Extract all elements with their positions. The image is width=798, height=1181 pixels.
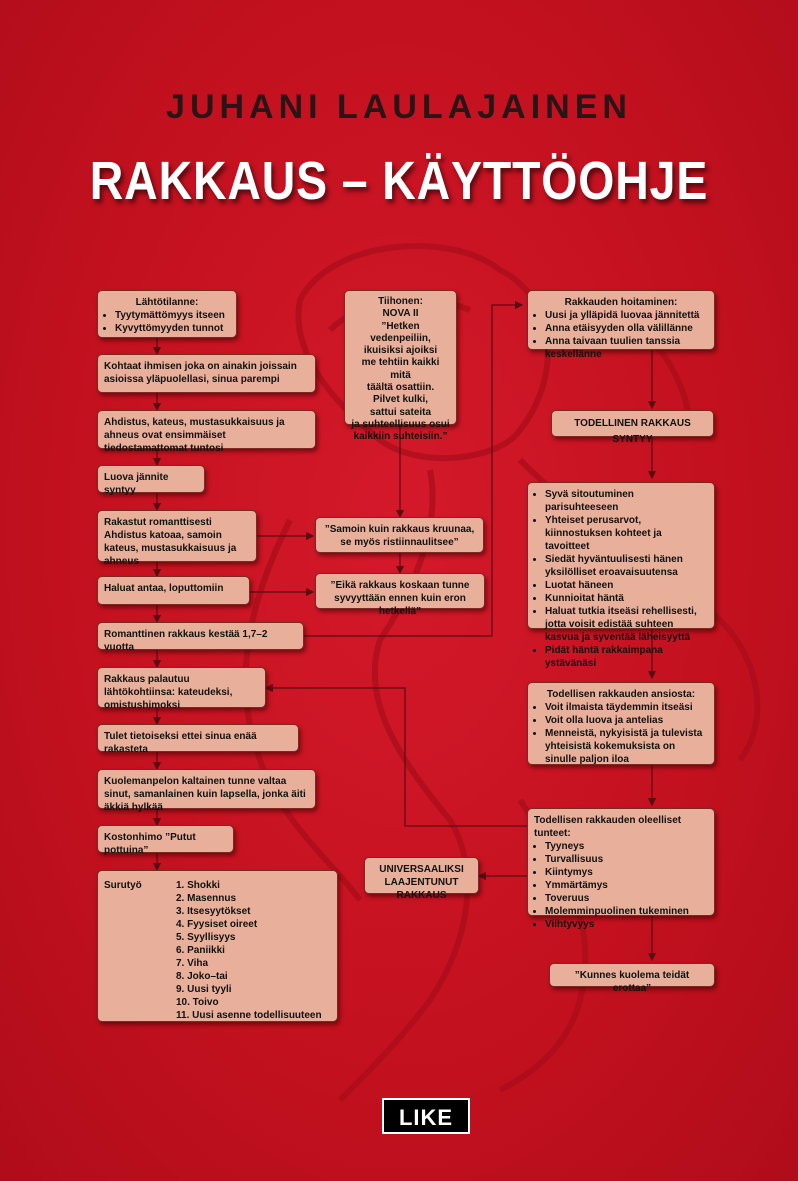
true-love-born-box: TODELLINEN RAKKAUS SYNTYY	[551, 410, 714, 437]
trait-item: • Siedät hyväntuulisesti hänen yksilölliset eroavaisuutensa	[545, 553, 708, 579]
publisher-logo: LIKE	[382, 1098, 470, 1134]
true-love-merits-box	[527, 682, 715, 765]
trait-item: • Haluat tutkia itseäsi rehellisesti, jotta voisit edistää suhteen kasvua ja syventää läheisyyttä	[545, 605, 708, 644]
trait-item: • Luotat häneen	[545, 579, 708, 592]
grief-step: 3. Itsesyytökset	[176, 906, 251, 917]
start-situation-box	[97, 290, 237, 338]
tension-box: Luova jännite syntyy	[97, 465, 205, 493]
care-box	[527, 290, 715, 360]
quote-line: Pilvet kulki,	[372, 394, 429, 406]
trait-item: • Kunnioitat häntä	[545, 592, 708, 605]
feelings-heading: Todellisen rakkauden oleelliset tunteet:	[534, 815, 682, 839]
grief-box	[97, 870, 338, 1022]
revenge-box: Kostonhimo ”Putut pottuina”	[97, 825, 234, 853]
grief-label: Surutyö	[104, 880, 142, 891]
quote-line: ”Hetken vedenpeiliin,	[370, 320, 431, 344]
depth-quote-box: ”Eikä rakkaus koskaan tunne syvyyttään ennen kuin eron hetkellä”	[315, 573, 485, 609]
quote-line: Tiihonen:	[378, 296, 423, 307]
returns-box: Rakkaus palautuu lähtökohtiinsa: kateudeksi, omistushimoksi	[97, 667, 266, 708]
care-item: • Uusi ja ylläpidä luovaa jännitettä	[545, 309, 708, 322]
feeling-item: • Molemminpuolinen tukeminen	[545, 905, 708, 918]
trait-item: • Pidät häntä rakkaimpana ystävänäsi	[545, 644, 708, 670]
start-heading: Lähtötilanne:	[135, 297, 199, 308]
death-feeling-box: Kuolemanpelon kaltainen tunne valtaa sinut, samanlainen kuin lapsella, jonka äiti äkkiä hylkää	[97, 769, 316, 809]
merits-heading: Todellisen rakkauden ansiosta:	[546, 689, 696, 700]
quote-line: ja suhteellisuus osui	[351, 418, 450, 430]
crown-quote-box: ”Samoin kuin rakkaus kruunaa, se myös ristiinnaulitsee”	[315, 517, 484, 553]
merit-item: • Voit olla luova ja antelias	[545, 714, 708, 727]
trait-item: • Yhteiset perusarvot, kiinnostuksen kohteet ja tavoitteet	[545, 514, 708, 553]
feeling-item: • Tyyneys	[545, 840, 708, 853]
merit-item: • Voit ilmaista täydemmin itseäsi	[545, 701, 708, 714]
care-item: • Anna taivaan tuulien tanssia keskellänne	[545, 335, 708, 361]
grief-step: 7. Viha	[176, 958, 209, 969]
grief-step: 10. Toivo	[176, 997, 219, 1008]
feeling-item: • Viihtyvyys	[545, 918, 708, 931]
grief-step: 1. Shokki	[176, 880, 220, 891]
grief-step: 4. Fyysiset oireet	[176, 919, 258, 930]
romantic-lasts-box: Romanttinen rakkaus kestää 1,7–2 vuotta	[97, 622, 304, 650]
quote-line: ikuisiksi ajoiksi	[363, 345, 438, 357]
start-item: • Tyytymättömyys itseen	[115, 309, 230, 322]
author-name: JUHANI LAULAJAINEN	[166, 88, 632, 126]
grief-step: 11. Uusi asenne todellisuuteen	[176, 1010, 322, 1021]
grief-step: 9. Uusi tyyli	[176, 984, 232, 995]
quote-line: täältä osattiin.	[366, 382, 435, 394]
feeling-item: • Turvallisuus	[545, 853, 708, 866]
book-title: RAKKAUS – KÄYTTÖOHJE	[89, 151, 709, 211]
grief-step: 8. Joko–tai	[176, 971, 228, 982]
in-love-box: Rakastut romanttisesti Ahdistus katoaa, samoin kateus, mustasukkaisuus ja ahneus	[97, 510, 257, 562]
meet-box: Kohtaat ihmisen joka on ainakin joissain asioissa yläpuolellasi, sinua parempi	[97, 354, 316, 393]
grief-step: 6. Paniikki	[176, 945, 225, 956]
quote-line: NOVA II	[382, 308, 419, 320]
until-death-box: ”Kunnes kuolema teidät erottaa”	[549, 963, 715, 987]
feeling-item: • Kiintymys	[545, 866, 708, 879]
merit-item: • Menneistä, nykyisistä ja tulevista yhteisistä kokemuksista on sinulle paljon iloa	[545, 727, 708, 766]
tiihonen-quote-box	[344, 290, 457, 443]
true-love-feelings-box	[527, 808, 715, 930]
quote-line: me tehtiin kaikki mitä	[361, 357, 440, 381]
quote-line: kaikkiin suhteisiin.”	[353, 431, 448, 443]
no-longer-loved-box: Tulet tietoiseksi ettei sinua enää rakasteta	[97, 724, 299, 752]
care-item: • Anna etäisyyden olla välillänne	[545, 322, 708, 335]
true-love-traits-box	[527, 482, 715, 669]
grief-step: 2. Masennus	[176, 893, 237, 904]
give-box: Haluat antaa, loputtomiin	[97, 576, 250, 605]
feeling-item: • Ymmärtämys	[545, 879, 708, 892]
start-item: • Kyvyttömyyden tunnot	[115, 322, 230, 335]
care-heading: Rakkauden hoitaminen:	[564, 297, 678, 308]
quote-line: sattui sateita	[369, 406, 432, 418]
grief-step: 5. Syyllisyys	[176, 932, 236, 943]
trait-item: • Syvä sitoutuminen parisuhteeseen	[545, 488, 708, 514]
universal-love-box: UNIVERSAALIKSI LAAJENTUNUT RAKKAUS	[364, 857, 479, 894]
envy-box: Ahdistus, kateus, mustasukkaisuus ja ahneus ovat ensimmäiset tiedostamattomat tuntosi	[97, 410, 316, 449]
feeling-item: • Toveruus	[545, 892, 708, 905]
